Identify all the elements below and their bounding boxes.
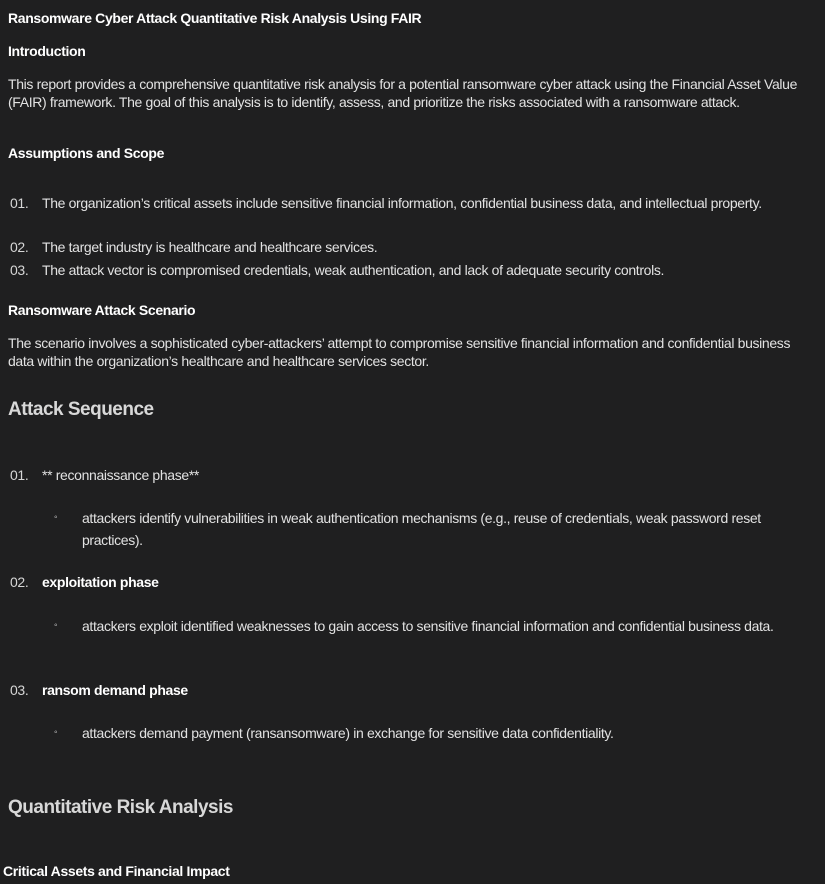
list-number: 02. [10, 239, 29, 255]
phase-title: ransom demand phase [42, 682, 188, 698]
circle-bullet-icon: ◦ [54, 727, 58, 738]
phase-detail-2 [54, 615, 774, 637]
introduction-paragraph: This report provides a comprehensive quantitative risk analysis for a potential ransomware cyber attack using the Financial Asset Value (FAIR) framework. The goal of this analysis is to identify, assess, and prioritize the risks associated with a ransomware attack. [8, 76, 798, 110]
assumption-item-1 [8, 192, 808, 214]
list-number: 01. [10, 195, 29, 211]
introduction-heading: Introduction [8, 43, 86, 59]
phase-title: exploitation phase [42, 574, 159, 590]
quantitative-heading: Quantitative Risk Analysis [8, 797, 233, 818]
list-item-text: The attack vector is compromised credentials, weak authentication, and lack of adequate security controls. [42, 262, 665, 278]
assumption-item-2 [8, 236, 808, 258]
phase-title: ** reconnaissance phase** [42, 467, 200, 483]
phase-item-1 [8, 464, 808, 486]
scenario-heading: Ransomware Attack Scenario [8, 302, 196, 318]
phase-item-3 [8, 679, 808, 701]
assumptions-heading: Assumptions and Scope [8, 145, 165, 161]
critical-assets-heading: Critical Assets and Financial Impact [3, 863, 230, 879]
phase-detail-3 [54, 722, 774, 744]
list-number: 01. [10, 467, 29, 483]
circle-bullet-icon: ◦ [54, 512, 58, 523]
attack-sequence-heading: Attack Sequence [8, 399, 154, 420]
list-number: 02. [10, 574, 29, 590]
list-item-text: The target industry is healthcare and healthcare services. [42, 239, 378, 255]
phase-detail-text: attackers exploit identified weaknesses to gain access to sensitive financial information and confidential business data. [82, 618, 774, 634]
phase-item-2 [8, 571, 808, 593]
list-number: 03. [10, 682, 29, 698]
phase-detail-1 [54, 507, 774, 551]
phase-detail-text: attackers demand payment (ransansomware) in exchange for sensitive data confidentiality. [82, 725, 614, 741]
report-title: Ransomware Cyber Attack Quantitative Risk Analysis Using FAIR [8, 10, 422, 26]
phase-detail-text: attackers identify vulnerabilities in weak authentication mechanisms (e.g., reuse of credentials, weak password reset practices). [82, 510, 761, 548]
list-item-text: The organization’s critical assets include sensitive financial information, confidential business data, and intellectual property. [42, 195, 762, 211]
list-number: 03. [10, 262, 29, 278]
scenario-paragraph: The scenario involves a sophisticated cyber-attackers’ attempt to compromise sensitive financial information and confidential business data within the organization’s healthcare and healthcare services sector. [8, 335, 791, 369]
assumption-item-3 [8, 259, 808, 281]
circle-bullet-icon: ◦ [54, 620, 58, 631]
